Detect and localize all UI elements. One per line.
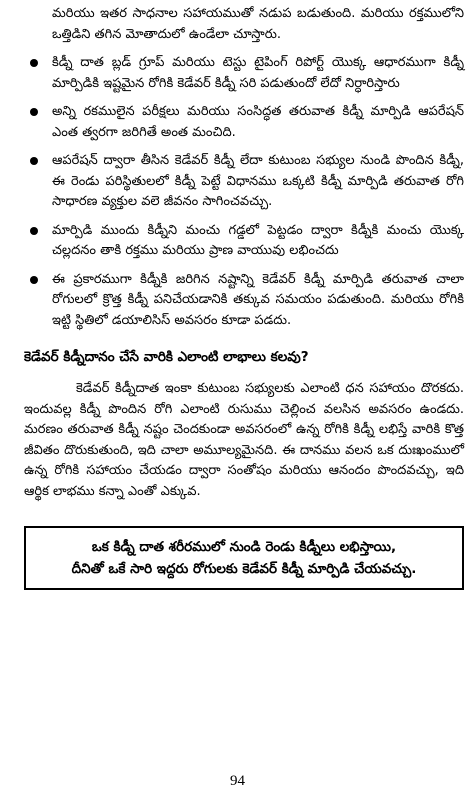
bullet-text: ఈ ప్రకారముగా కిడ్నీకి జరిగిన నష్టాన్ని కెడేవర్ కిడ్నీ మార్పిడి తరువాత చాలా రోగులలో క్రొత్త కిడ్నీ పనిచేయడానికి తక్కువ సమయం పడుతుంది. మరియు రోగికి ఇట్టి స్థితిలో డయాలిసిస్ అవసరం కూడా పడదు. bbox=[52, 271, 464, 328]
document-page bbox=[24, 4, 464, 590]
bullet-item bbox=[24, 221, 464, 262]
callout-line-2: దీనితో ఒకే సారి ఇద్దరు రోగులకు కెడేవర్ కిడ్నీ మార్పిడి చేయవచ్చు. bbox=[71, 561, 417, 577]
bullet-item bbox=[24, 102, 464, 143]
bullet-text: మార్పిడి ముందు కిడ్నీని మంచు గడ్డలో పెట్టడం ద్వారా కిడ్నీకి మంచు యొక్క చల్లదనం తాకి రక్తము మరియు ప్రాణ వాయువు లభించదు bbox=[52, 222, 464, 258]
callout-box bbox=[24, 526, 464, 590]
page-number: 94 bbox=[230, 773, 245, 789]
bullet-item bbox=[24, 53, 464, 94]
bullet-dot-icon bbox=[30, 59, 38, 67]
bullet-text: అన్ని రకములైన పరీక్షలు మరియు సంసిద్ధత తరువాత కిడ్నీ మార్పిడి ఆపరేషన్ ఎంత త్వరగా జరిగితే అంత మంచిది. bbox=[52, 104, 464, 140]
bullet-item bbox=[24, 270, 464, 332]
bullet-dot-icon bbox=[30, 276, 38, 284]
bullet-dot-icon bbox=[30, 227, 38, 235]
bullet-item bbox=[24, 151, 464, 213]
section-heading: కెడేవర్ కిడ్నీదానం చేసే వారికి ఎలాంటి లాభాలు కలవు? bbox=[24, 349, 309, 365]
bullet-list bbox=[24, 53, 464, 331]
bullet-dot-icon bbox=[30, 157, 38, 165]
bullet-text: ఆపరేషన్ ద్వారా తీసిన కెడేవర్ కిడ్నీ లేదా కుటుంబ సభ్యుల నుండి పొందిన కిడ్నీ, ఈ రెండు పరిస్థితులలో కిడ్నీ పెట్టే విధానము ఒక్కటి కిడ్నీ మార్పిడి తరువాత రోగి సాధారణ వ్యక్తుల వలె జీవనం సాగించవచ్చు. bbox=[52, 153, 464, 209]
bullet-text: కిడ్నీ దాత బ్లడ్ గ్రూప్ మరియు టెస్టు టైపింగ్ రిపోర్ట్ యొక్క ఆధారముగా కిడ్నీ మార్పిడికి ఇష్టమైన రోగికి కెడేవర్ కిడ్నీ సరి పడుతుందో లేదో నిర్ధారిస్తారు bbox=[52, 55, 464, 91]
callout-line-1: ఒక కిడ్నీ దాత శరీరములో నుండి రెండు కిడ్నీలు లభిస్తాయి, bbox=[91, 539, 397, 555]
bullet-dot-icon bbox=[30, 108, 38, 116]
answer-paragraph: కెడేవర్ కిడ్నీదాత ఇంకా కుటుంబ సభ్యులకు ఎలాంటి ధన సహాయం దొరకదు. ఇందువల్ల కిడ్నీ పొందిన రోగి ఎలాంటి రుసుము చెల్లించ వలసిన అవసరం ఉండదు. మరణం తరువాత కిడ్నీ నష్టం చెందకుండా అవసరంలో ఉన్న రోగికి కిడ్నీ లభిస్తే వారికి కొత్త జీవితం దొరుకుతుంది, ఇది చాలా అమూల్యమైనది. ఈ దానము వలన ఒక దుఃఖంములో ఉన్న రోగికి సహాయం చేయడం ద్వారా సంతోషం మరియు ఆనందం పొందవచ్చు, ఇది ఆర్థిక లాభము కన్నా ఎంతో ఎక్కువ. bbox=[24, 381, 464, 499]
continuation-paragraph: మరియు ఇతర సాధనాల సహాయముతో నడుప బడుతుంది. మరియు రక్తములోని ఒత్తిడిని తగిన మోతాదులో ఉండేలా చూస్తారు. bbox=[52, 6, 464, 42]
